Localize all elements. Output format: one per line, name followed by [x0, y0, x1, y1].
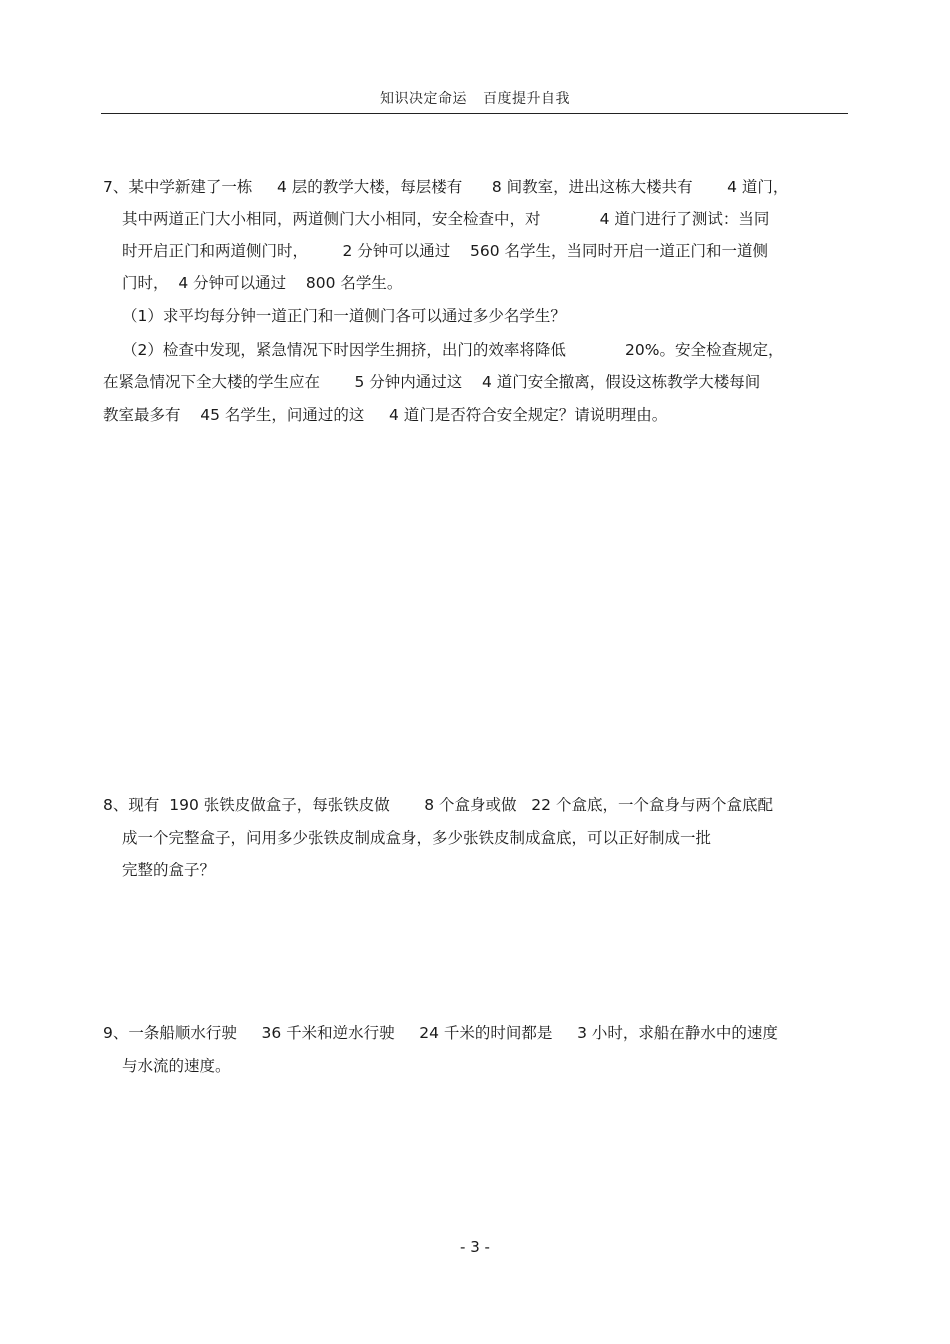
- q7-line-4: 门时， 4 分钟可以通过 800 名学生。: [122, 274, 403, 292]
- q7-line-2: 其中两道正门大小相同，两道侧门大小相同，安全检查中，对 4 道门进行了测试：当同: [122, 210, 770, 228]
- page-header: [0, 88, 950, 108]
- header-right-text: 百度提升自我: [483, 91, 570, 107]
- header-left-text: 知识决定命运: [380, 91, 467, 107]
- q7-sub-1: （1）求平均每分钟一道正门和一道侧门各可以通过多少名学生？: [122, 307, 566, 325]
- q8-line-2: 成一个完整盒子，问用多少张铁皮制成盒身，多少张铁皮制成盒底，可以正好制成一批: [122, 829, 712, 847]
- header-rule: [101, 113, 848, 114]
- q7-sub-2-line-2: 在紧急情况下全大楼的学生应在 5 分钟内通过这 4 道门安全撤离，假设这栋教学大楼每间: [103, 373, 761, 391]
- q7-line-1: 7、某中学新建了一栋 4 层的教学大楼，每层楼有 8 间教室，进出这栋大楼共有 4 道门，: [103, 178, 789, 196]
- page-number: - 3 -: [460, 1238, 490, 1256]
- q9-line-1: 9、一条船顺水行驶 36 千米和逆水行驶 24 千米的时间都是 3 小时，求船在静水中的速度: [103, 1024, 778, 1042]
- q7-sub-2-line-1: （2）检查中发现，紧急情况下时因学生拥挤，出门的效率将降低 20%。安全检查规定，: [122, 341, 784, 359]
- q9-line-2: 与水流的速度。: [122, 1057, 231, 1075]
- q8-line-3: 完整的盒子？: [122, 861, 216, 879]
- q8-line-1: 8、现有 190 张铁皮做盒子，每张铁皮做 8 个盒身或做 22 个盒底，一个盒身与两个盒底配: [103, 796, 773, 814]
- q7-line-3: 时开启正门和两道侧门时， 2 分钟可以通过 560 名学生，当同时开启一道正门和一道侧: [122, 242, 768, 260]
- q7-sub-2-line-3: 教室最多有 45 名学生，问通过的这 4 道门是否符合安全规定？请说明理由。: [103, 406, 668, 424]
